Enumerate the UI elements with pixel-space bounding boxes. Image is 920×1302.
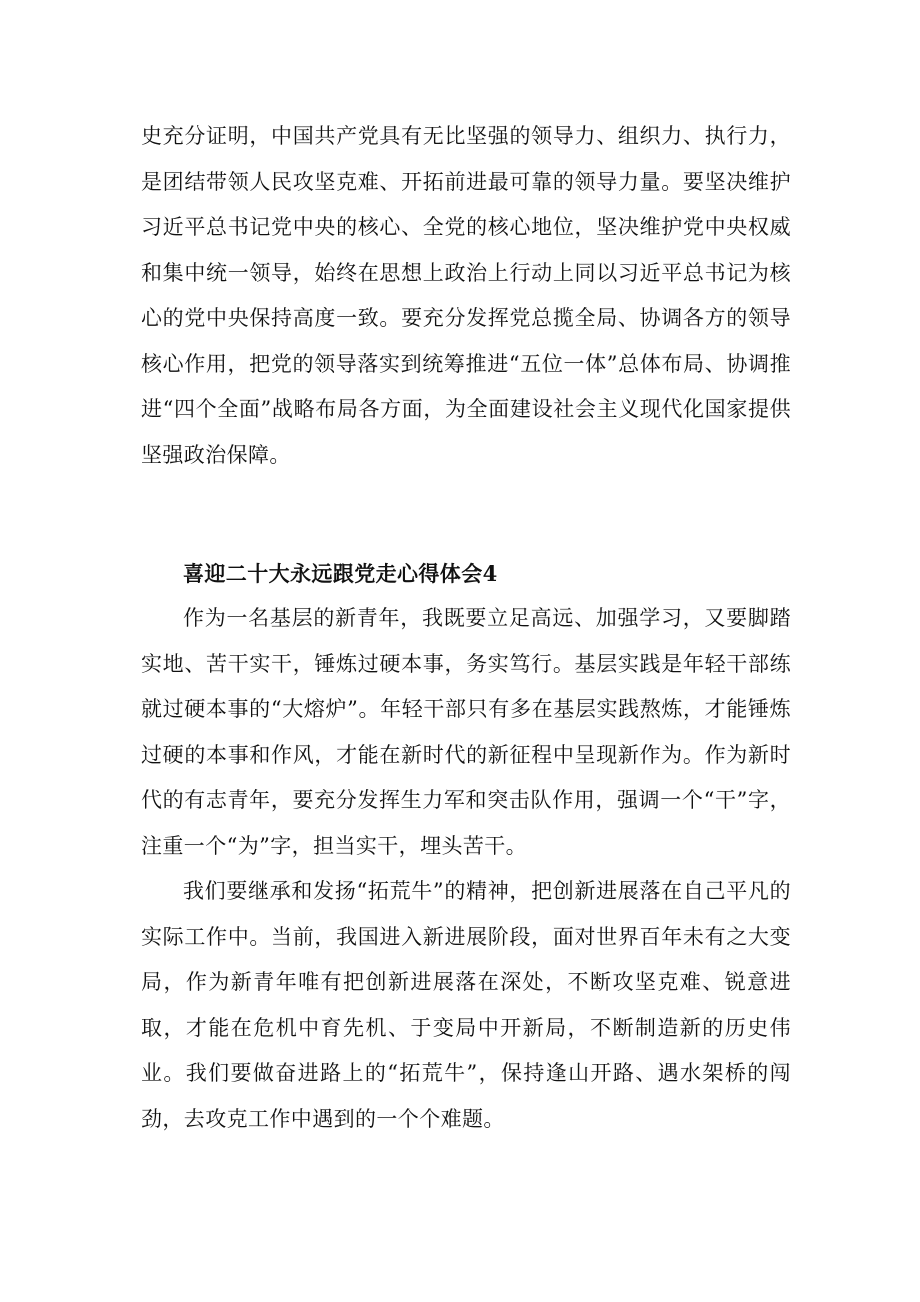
section-heading: 喜迎二十大永远跟党走心得体会4: [183, 561, 498, 586]
paragraph-continued: 史充分证明，中国共产党具有无比坚强的领导力、组织力、执行力，是团结带领人民攻坚克难、开拓前进最可靠的领导力量。要坚决维护习近平总书记党中央的核心、全党的核心地位，坚决维护党中央权威和集中统一领导，始终在思想上政治上行动上同以习近平总书记为核心的党中央保持高度一致。要充分发挥党总揽全局、协调各方的领导核心作用，把党的领导落实到统筹推进“五位一体”总体布局、协调推进“四个全面”战略布局各方面，为全面建设社会主义现代化国家提供坚强政治保障。: [141, 124, 791, 467]
paragraph-2: 作为一名基层的新青年，我既要立足高远、加强学习，又要脚踏实地、苦干实干，锤炼过硬本事，务实笃行。基层实践是年轻干部练就过硬本事的“大熔炉”。年轻干部只有多在基层实践熬炼，才能锤炼过硬的本事和作风，才能在新时代的新征程中呈现新作为。作为新时代的有志青年，要充分发挥生力军和突击队作用，强调一个“干”字，注重一个“为”字，担当实干，埋头苦干。: [141, 606, 791, 858]
paragraph-3: 我们要继承和发扬“拓荒牛”的精神，把创新进展落在自己平凡的实际工作中。当前，我国进入新进展阶段，面对世界百年未有之大变局，作为新青年唯有把创新进展落在深处，不断攻坚克难、锐意进取，才能在危机中育先机、于变局中开新局，不断制造新的历史伟业。我们要做奋进路上的“拓荒牛”，保持逢山开路、遇水架桥的闯劲，去攻克工作中遇到的一个个难题。: [141, 879, 791, 1131]
